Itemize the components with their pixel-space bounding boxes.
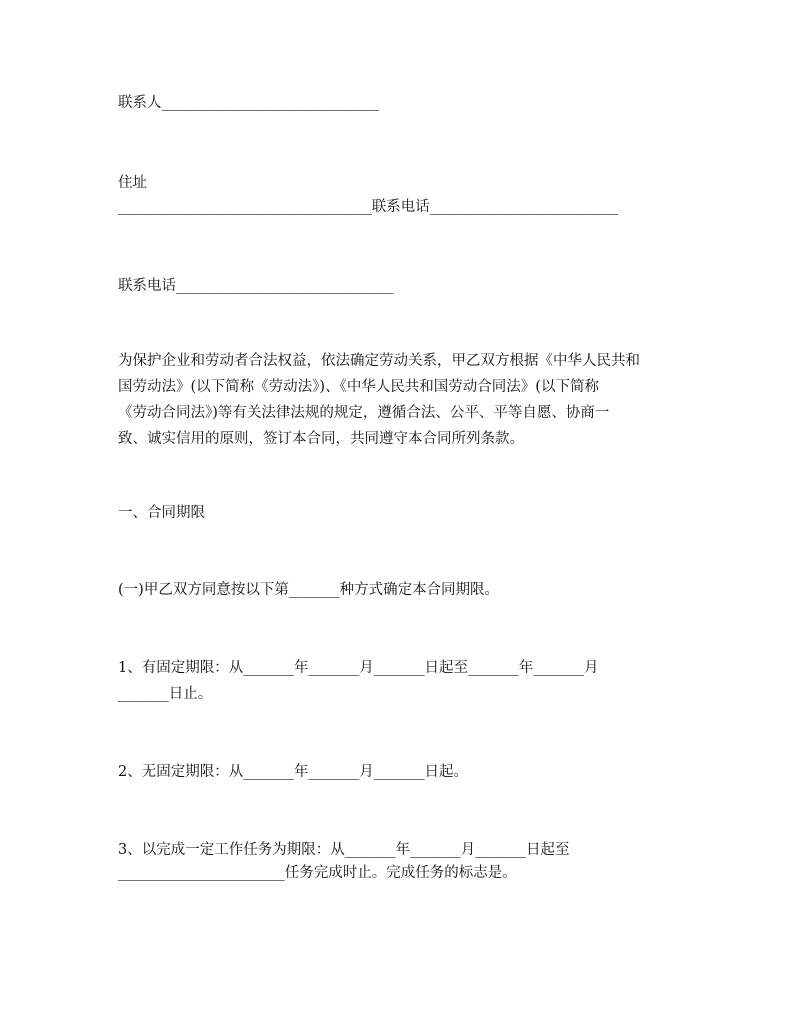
intro-line: 国劳动法》(以下简称《劳动法》)、《中华人民共和国劳动合同法》(以下简称 [118, 379, 599, 395]
address-label: 住址 [118, 175, 147, 191]
task-based-option-line-1: 3、以完成一定工作任务为期限：从_______年_______月_______日起至 [118, 842, 570, 858]
phone-field: 联系电话______________________________ [118, 278, 394, 294]
section-title-contract-term: 一、合同期限 [118, 505, 205, 521]
address-and-phone-field: ___________________________________联系电话__________________________ [118, 199, 619, 215]
open-ended-option: 2、无固定期限：从_______年_______月_______日起。 [118, 764, 468, 780]
term-method-clause: (一)甲乙双方同意按以下第_______种方式确定本合同期限。 [118, 582, 500, 598]
fixed-term-option-line-2: _______日止。 [118, 686, 213, 702]
contact-person-field: 联系人______________________________ [118, 95, 379, 111]
task-based-option-line-2: _______________________任务完成时止。完成任务的标志是。 [118, 865, 517, 881]
intro-line: 致、诚实信用的原则，签订本合同，共同遵守本合同所列条款。 [118, 431, 524, 447]
intro-line: 《劳动合同法》)等有关法律法规的规定，遵循合法、公平、平等自愿、协商一 [118, 405, 610, 421]
intro-line: 为保护企业和劳动者合法权益，依法确定劳动关系，甲乙双方根据《中华人民共和 [118, 353, 640, 369]
fixed-term-option-line-1: 1、有固定期限：从_______年_______月_______日起至_______年_______月 [118, 660, 599, 676]
intro-paragraph [118, 348, 698, 452]
